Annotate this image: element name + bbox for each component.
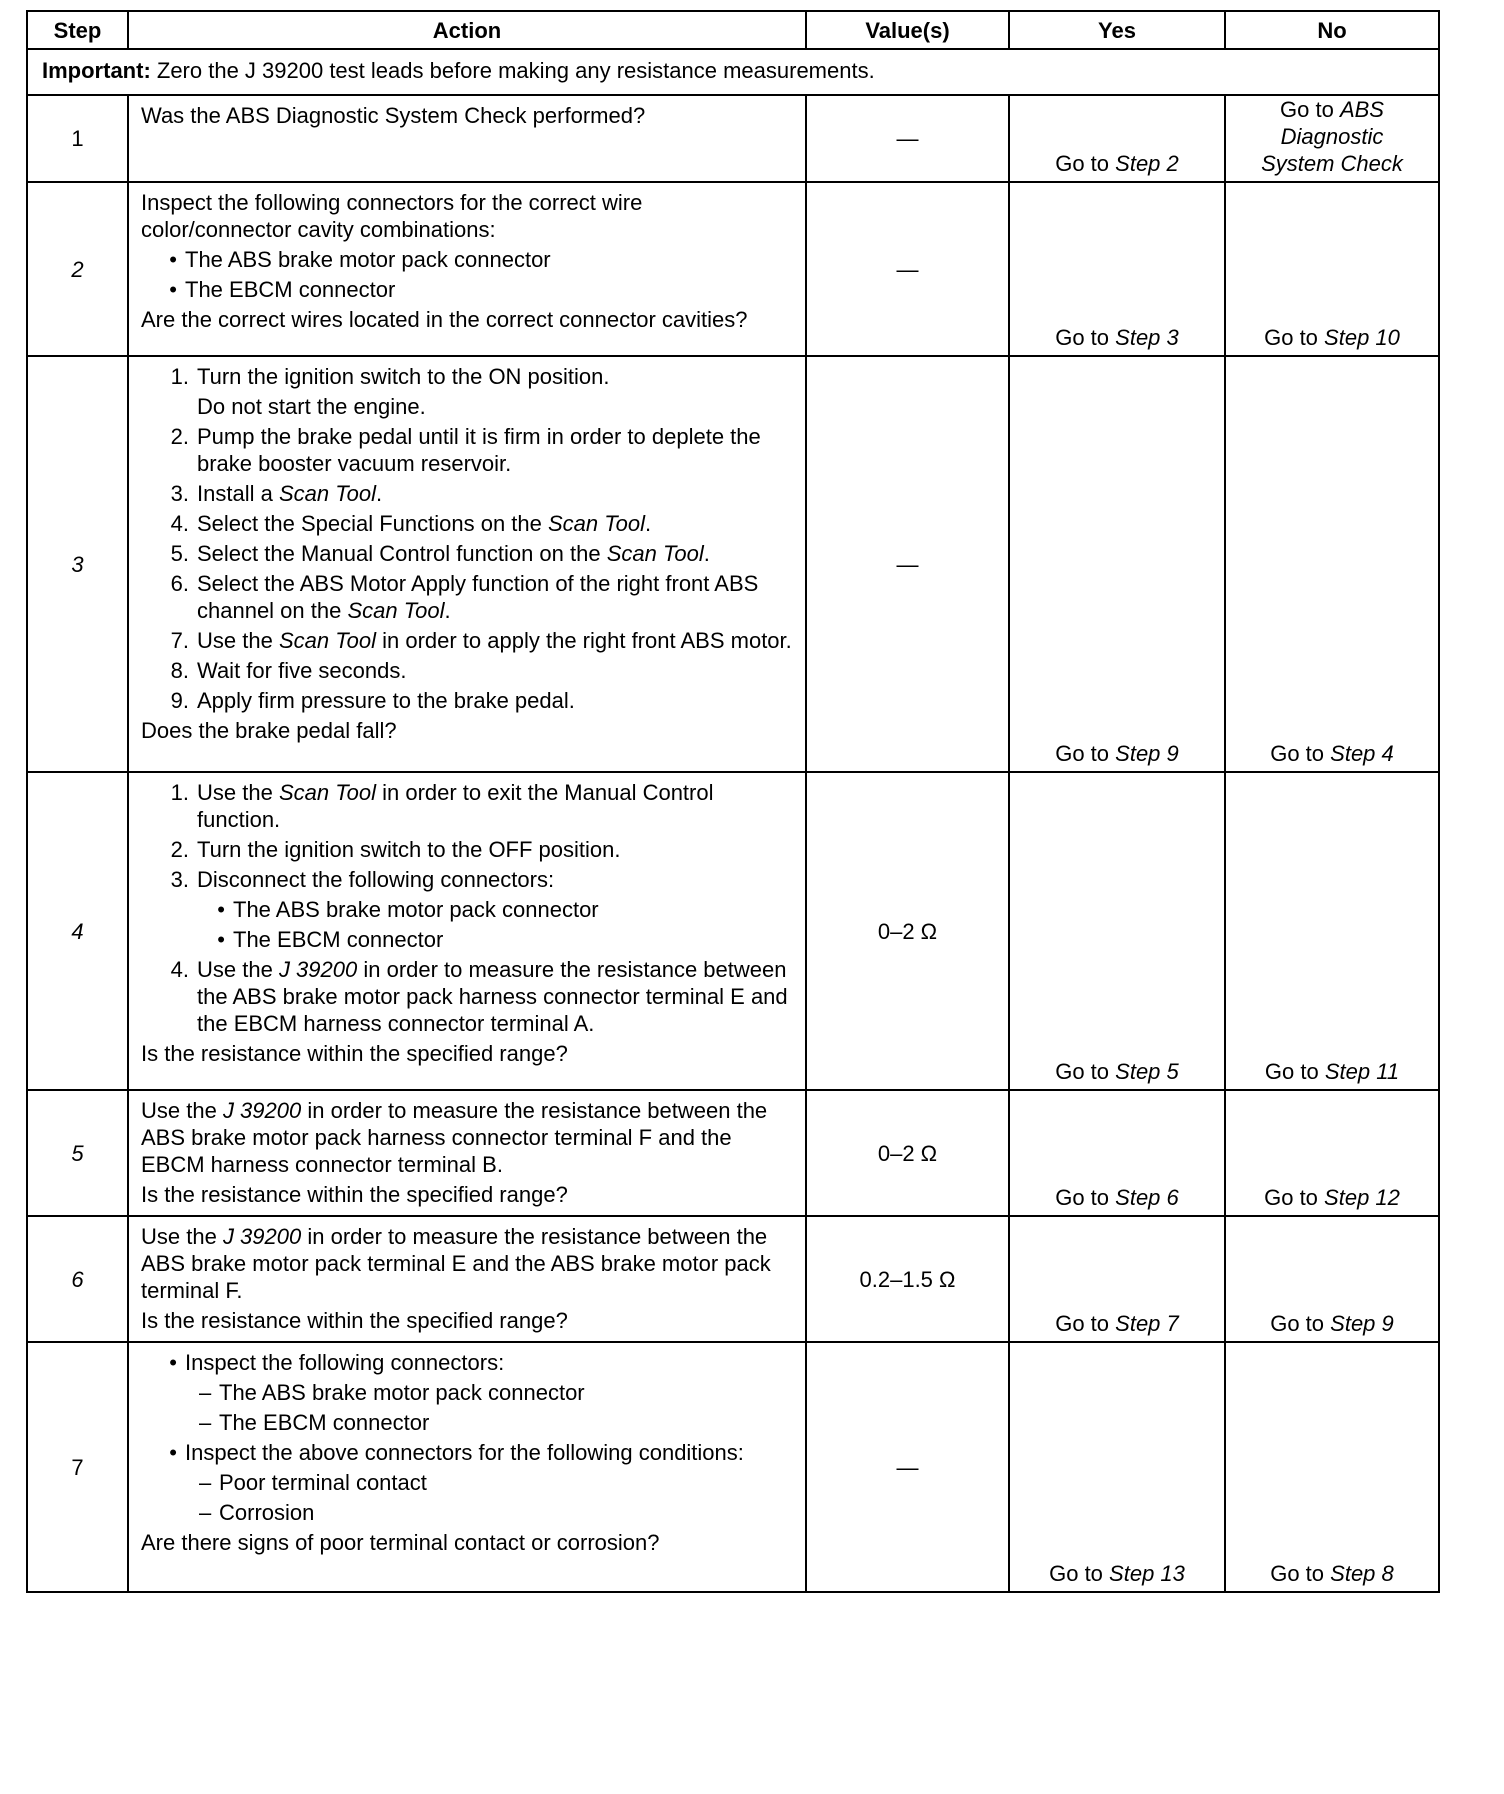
step-number: 6: [27, 1216, 128, 1342]
go-to-text: Go to: [1270, 1561, 1325, 1586]
question: Is the resistance within the specified range?: [141, 1182, 568, 1207]
no-cell: [1225, 1216, 1439, 1342]
no-target: Step 4: [1330, 741, 1394, 766]
no-cell: [1225, 356, 1439, 772]
step-number: 3: [27, 356, 128, 772]
list-item: 2. Pump the brake pedal until it is firm in order to deplete the brake booster vacuum reservoir.: [170, 424, 761, 476]
question: Are the correct wires located in the correct connector cavities?: [141, 307, 748, 332]
step-number: 2: [27, 182, 128, 356]
no-cell: [1225, 772, 1439, 1090]
no-target-line3: System Check: [1261, 151, 1403, 176]
value-cell: —: [806, 1342, 1009, 1592]
value-cell: —: [806, 356, 1009, 772]
yes-target: Step 13: [1109, 1561, 1185, 1586]
yes-cell: [1009, 182, 1225, 356]
list-item: • The ABS brake motor pack connector: [217, 897, 599, 922]
diagnostic-table: [26, 10, 1440, 1593]
list-item: 1. Use the Scan Tool in order to exit the Manual Control function.: [170, 780, 714, 832]
go-to-text: Go to: [1055, 1059, 1110, 1084]
yes-cell: [1009, 1216, 1225, 1342]
no-cell: [1225, 182, 1439, 356]
intro-text: Inspect the following connectors for the correct wire color/connector cavity combinations:: [141, 190, 643, 242]
table-row: [27, 1090, 1439, 1216]
action-cell: [128, 356, 806, 772]
important-label: Important:: [42, 58, 151, 83]
yes-target: Step 9: [1115, 741, 1179, 766]
list-item: 5. Select the Manual Control function on the Scan Tool.: [170, 541, 710, 566]
go-to-text: Go to: [1055, 325, 1110, 350]
go-to-text: Go to: [1264, 325, 1318, 350]
table-row: [27, 1342, 1439, 1592]
go-to-text: Go to: [1264, 1185, 1318, 1210]
yes-cell: [1009, 1342, 1225, 1592]
header-values: Value(s): [806, 11, 1009, 49]
no-target: Step 10: [1324, 325, 1400, 350]
go-to-text: Go to: [1055, 741, 1110, 766]
go-to-text: Go to: [1055, 151, 1110, 176]
question: Was the ABS Diagnostic System Check performed?: [141, 103, 646, 128]
go-to-text: Go to: [1055, 1185, 1110, 1210]
yes-target: Step 6: [1115, 1185, 1179, 1210]
action-cell: [128, 1090, 806, 1216]
yes-target: Step 3: [1115, 325, 1179, 350]
header-step: Step: [27, 11, 128, 49]
header-yes: Yes: [1009, 11, 1225, 49]
no-target: Step 12: [1324, 1185, 1400, 1210]
yes-cell: [1009, 1090, 1225, 1216]
go-to-text: Go to: [1049, 1561, 1103, 1586]
yes-target: Step 7: [1115, 1311, 1179, 1336]
list-item: 9. Apply firm pressure to the brake pedal.: [170, 688, 575, 713]
table-row: [27, 772, 1439, 1090]
list-item: – The EBCM connector: [199, 1410, 430, 1435]
action-cell: [128, 95, 806, 182]
important-text: Zero the J 39200 test leads before making any resistance measurements.: [150, 58, 875, 83]
instruction: Use the J 39200 in order to measure the resistance between the ABS brake motor pack harness connector terminal F and the EBCM harness connector terminal B.: [141, 1098, 768, 1177]
yes-cell: [1009, 356, 1225, 772]
no-cell: [1225, 1342, 1439, 1592]
list-item: 8. Wait for five seconds.: [170, 658, 407, 683]
list-item: 3. Disconnect the following connectors:: [170, 867, 555, 892]
step-number: 5: [27, 1090, 128, 1216]
list-item: • Inspect the above connectors for the following conditions:: [169, 1440, 744, 1465]
go-to-text: Go to: [1270, 1311, 1325, 1336]
step-number: 4: [27, 772, 128, 1090]
value-cell: 0–2 Ω: [806, 1090, 1009, 1216]
value-cell: 0–2 Ω: [806, 772, 1009, 1090]
important-row: [27, 49, 1439, 95]
header-row: [27, 11, 1439, 49]
header-action: Action: [128, 11, 806, 49]
go-to-text: Go to: [1270, 741, 1325, 766]
list-item: 1. Turn the ignition switch to the ON position.: [170, 364, 610, 389]
no-target: Step 9: [1330, 1311, 1394, 1336]
list-item: 4. Select the Special Functions on the Scan Tool.: [170, 511, 652, 536]
question: Is the resistance within the specified range?: [141, 1308, 568, 1333]
no-cell: [1225, 1090, 1439, 1216]
value-cell: —: [806, 95, 1009, 182]
go-to-text: Go to: [1280, 97, 1334, 122]
value-cell: 0.2–1.5 Ω: [806, 1216, 1009, 1342]
list-item: 2. Turn the ignition switch to the OFF position.: [170, 837, 621, 862]
yes-target: Step 2: [1115, 151, 1179, 176]
action-cell: [128, 182, 806, 356]
list-item: 6. Select the ABS Motor Apply function of the right front ABS channel on the Scan Tool.: [170, 571, 759, 623]
value-cell: —: [806, 182, 1009, 356]
list-item-note: Do not start the engine.: [197, 394, 426, 419]
list-item: – Corrosion: [199, 1500, 315, 1525]
go-to-text: Go to: [1055, 1311, 1110, 1336]
table-row: [27, 95, 1439, 182]
instruction: Use the J 39200 in order to measure the resistance between the ABS brake motor pack terminal E and the ABS brake motor pack terminal F.: [141, 1224, 771, 1303]
no-target: Step 8: [1330, 1561, 1394, 1586]
no-cell: [1225, 95, 1439, 182]
no-target-line2: Diagnostic: [1280, 124, 1384, 149]
list-item: • The ABS brake motor pack connector: [169, 247, 551, 272]
question: Is the resistance within the specified range?: [141, 1041, 568, 1066]
table-row: [27, 182, 1439, 356]
list-item: 3. Install a Scan Tool.: [170, 481, 383, 506]
list-item: 4. Use the J 39200 in order to measure the resistance between the ABS brake motor pack harness connector terminal E and the EBCM harness connector terminal A.: [170, 957, 788, 1036]
question: Does the brake pedal fall?: [141, 718, 397, 743]
step-number: 7: [27, 1342, 128, 1592]
header-no: No: [1225, 11, 1439, 49]
list-item: • The EBCM connector: [217, 927, 444, 952]
list-item: – Poor terminal contact: [199, 1470, 427, 1495]
action-cell: [128, 1216, 806, 1342]
yes-cell: [1009, 95, 1225, 182]
yes-cell: [1009, 772, 1225, 1090]
table-row: [27, 1216, 1439, 1342]
list-item: – The ABS brake motor pack connector: [199, 1380, 585, 1405]
list-item: 7. Use the Scan Tool in order to apply the right front ABS motor.: [170, 628, 792, 653]
no-target: Step 11: [1324, 1059, 1400, 1084]
question: Are there signs of poor terminal contact or corrosion?: [141, 1530, 660, 1555]
important-note: [27, 49, 1439, 95]
go-to-text: Go to: [1264, 1059, 1319, 1084]
list-item: • The EBCM connector: [169, 277, 396, 302]
action-cell: [128, 1342, 806, 1592]
action-cell: [128, 772, 806, 1090]
yes-target: Step 5: [1115, 1059, 1179, 1084]
no-target: ABS: [1339, 97, 1384, 122]
table-row: [27, 356, 1439, 772]
step-number: 1: [27, 95, 128, 182]
list-item: • Inspect the following connectors:: [169, 1350, 505, 1375]
